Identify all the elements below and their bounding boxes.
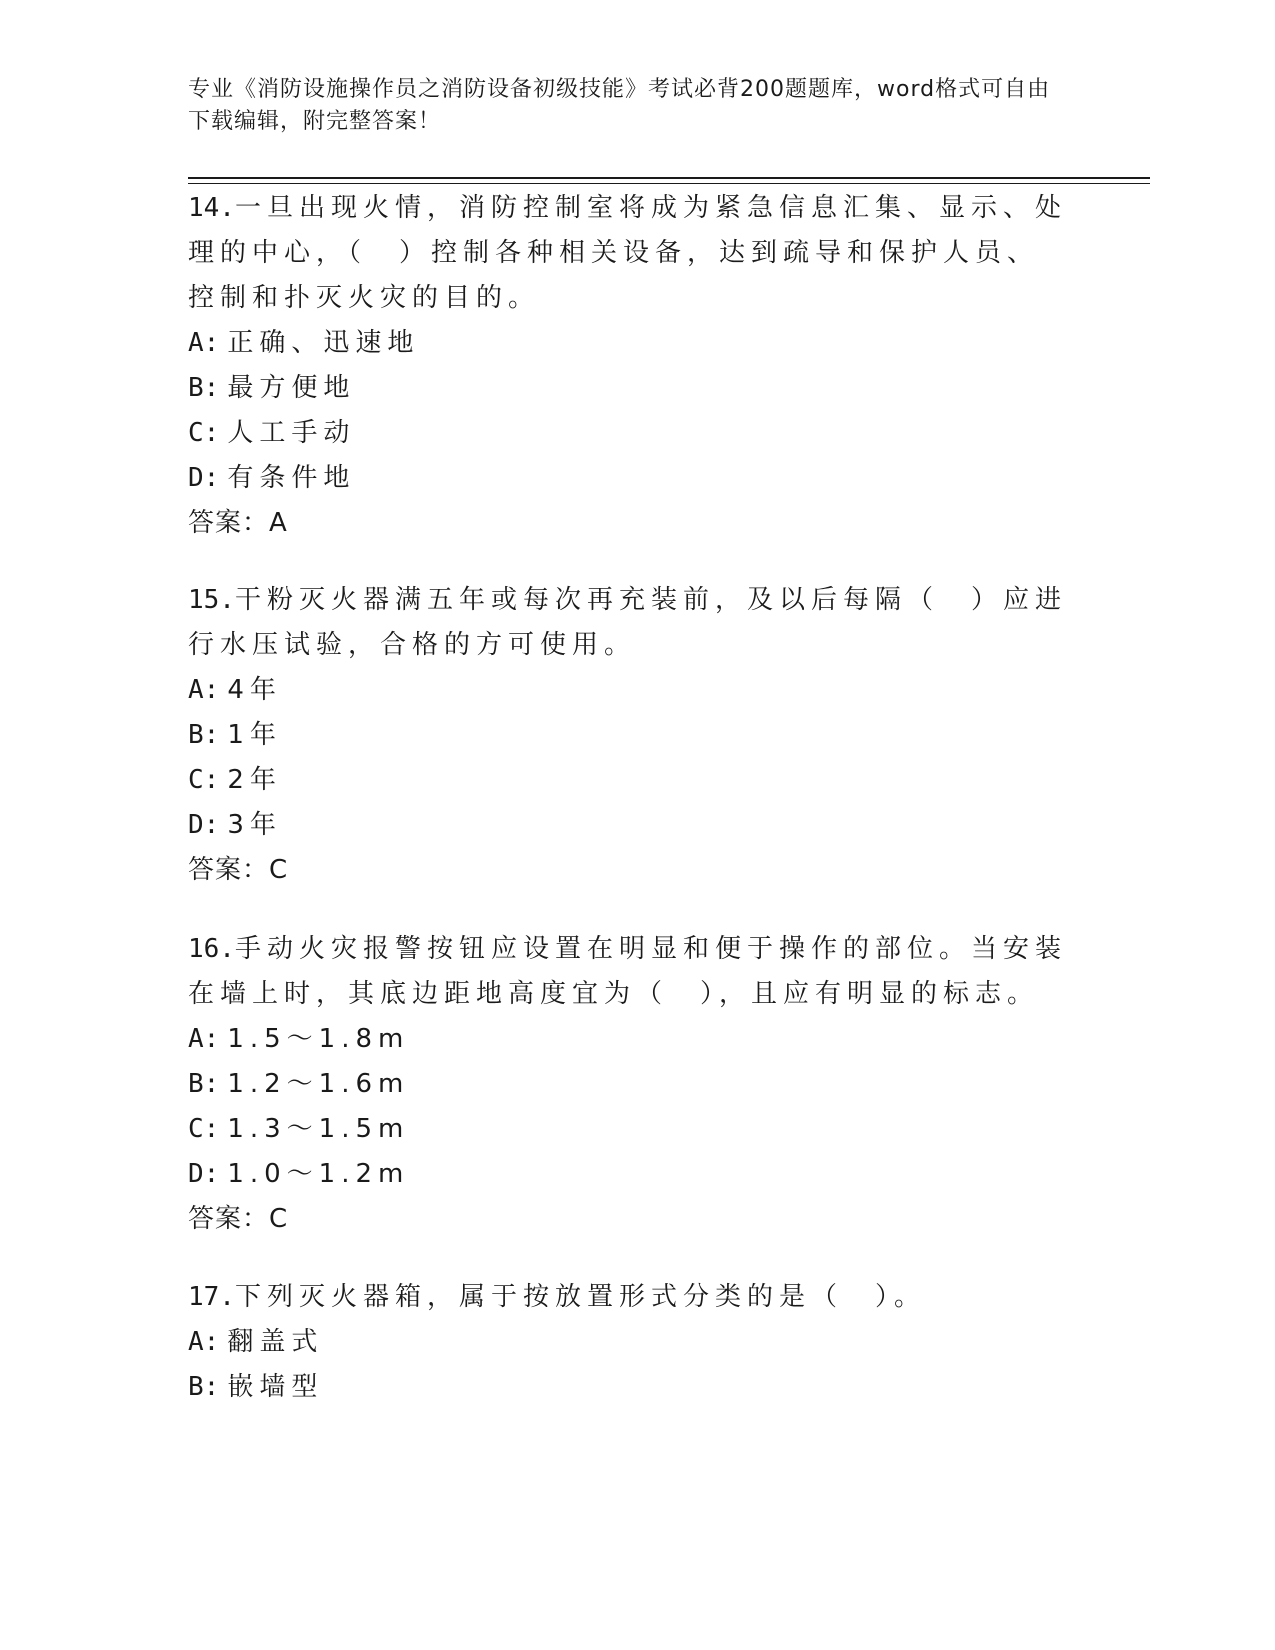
option-letter: B: (188, 720, 220, 750)
question-number: 14. (188, 193, 235, 223)
question-text (188, 1275, 1068, 1320)
option-letter: C: (188, 765, 220, 795)
question-body: 干粉灭火器满五年或每次再充装前，及以后每隔（ ）应进行水压试验，合格的方可使用。 (188, 585, 1067, 660)
option-b (188, 1365, 1068, 1410)
header-divider-thin (188, 183, 1150, 184)
option-text: 1.0～1.2m (227, 1159, 410, 1189)
option-letter: A: (188, 1024, 220, 1054)
question-15 (188, 578, 1068, 893)
option-text: 人工手动 (227, 418, 356, 448)
option-text: 正确、迅速地 (227, 328, 420, 358)
option-b (188, 366, 1068, 411)
option-text: 嵌墙型 (227, 1372, 324, 1402)
option-letter: A: (188, 328, 220, 358)
question-number: 16. (188, 934, 235, 964)
option-c (188, 758, 1068, 803)
option-text: 翻盖式 (227, 1327, 324, 1357)
question-number: 17. (188, 1282, 235, 1312)
option-a (188, 1320, 1068, 1365)
question-text (188, 927, 1068, 1017)
option-text: 2年 (227, 765, 282, 795)
option-d (188, 1152, 1068, 1197)
header-title: 专业《消防设施操作员之消防设备初级技能》考试必背200题题库，word格式可自由下载编辑，附完整答案！ (188, 77, 1051, 134)
option-letter: B: (188, 373, 220, 403)
option-letter: B: (188, 1372, 220, 1402)
option-letter: A: (188, 1327, 220, 1357)
question-body: 一旦出现火情，消防控制室将成为紧急信息汇集、显示、处理的中心，（ ）控制各种相关设备，达到疏导和保护人员、控制和扑灭火灾的目的。 (188, 193, 1067, 313)
question-14 (188, 186, 1068, 546)
question-text (188, 186, 1068, 321)
option-a (188, 1017, 1068, 1062)
option-text: 3年 (227, 810, 282, 840)
answer-line: 答案：C (188, 855, 289, 885)
option-letter: B: (188, 1069, 220, 1099)
question-body: 下列灭火器箱，属于按放置形式分类的是（ ）。 (234, 1282, 926, 1312)
option-letter: A: (188, 675, 220, 705)
option-a (188, 321, 1068, 366)
option-text: 1.3～1.5m (227, 1114, 410, 1144)
option-a (188, 668, 1068, 713)
option-c (188, 411, 1068, 456)
document-header (188, 74, 1068, 138)
option-text: 1.2～1.6m (227, 1069, 410, 1099)
option-d (188, 456, 1068, 501)
option-letter: D: (188, 463, 220, 493)
option-c (188, 1107, 1068, 1152)
option-letter: D: (188, 1159, 220, 1189)
option-text: 4年 (227, 675, 282, 705)
option-d (188, 803, 1068, 848)
option-text: 1年 (227, 720, 282, 750)
option-letter: C: (188, 418, 220, 448)
question-number: 15. (188, 585, 235, 615)
option-b (188, 1062, 1068, 1107)
option-text: 最方便地 (227, 373, 356, 403)
option-letter: D: (188, 810, 220, 840)
question-text (188, 578, 1068, 668)
option-letter: C: (188, 1114, 220, 1144)
question-17 (188, 1275, 1068, 1410)
question-body: 手动火灾报警按钮应设置在明显和便于操作的部位。当安装在墙上时，其底边距地高度宜为（ ），且应有明显的标志。 (188, 934, 1067, 1009)
option-text: 1.5～1.8m (227, 1024, 410, 1054)
option-b (188, 713, 1068, 758)
header-divider-thick (188, 177, 1150, 179)
answer-line: 答案：C (188, 1204, 289, 1234)
answer-line: 答案：A (188, 508, 288, 538)
option-text: 有条件地 (227, 463, 356, 493)
question-16 (188, 927, 1068, 1242)
